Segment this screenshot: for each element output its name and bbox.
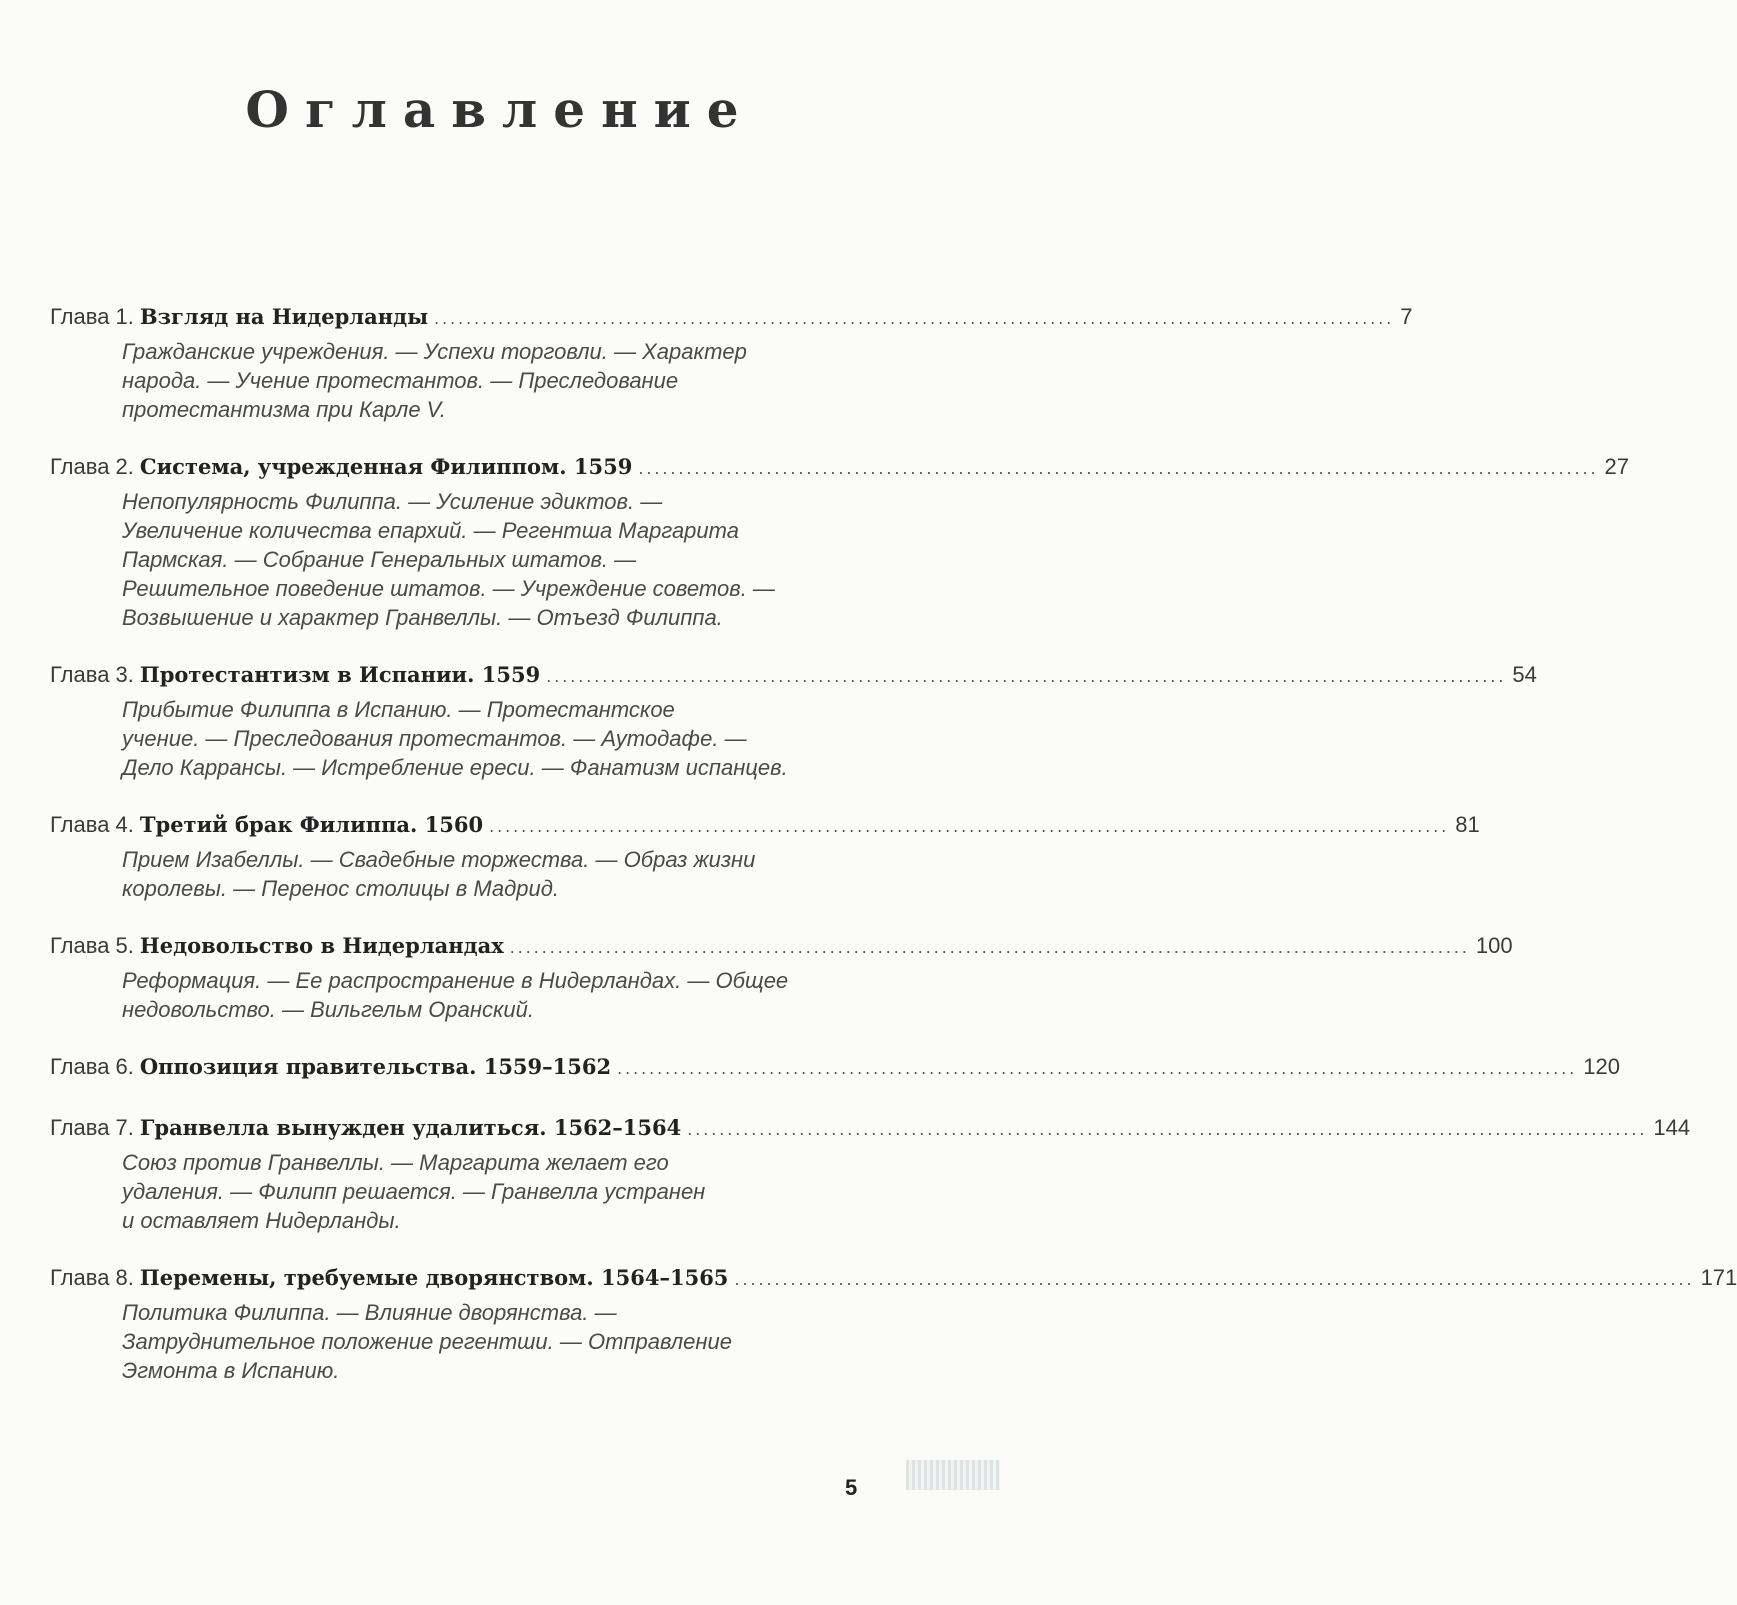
chapter-description: Реформация. — Ее распространение в Нидерландах. — Общее недовольство. — Вильгельм Оранский. [122,968,789,1022]
chapter-page-number: 171 [1700,1265,1737,1290]
chapter-page-number: 144 [1653,1115,1691,1140]
chapter-page-number: 27 [1604,454,1629,479]
dot-leader: ........................................................................................................................ [489,816,1450,836]
toc-entry [50,450,1629,632]
chapter-title: Система, учрежденная Филиппом. 1559 [139,454,633,479]
chapter-label: Глава 6. [50,1054,134,1079]
chapter-description: Гражданские учреждения. — Успехи торговли. — Характер народа. — Учение протестантов. — Преследование протестантизма при Карле V. [122,339,747,422]
chapter-title: Взгляд на Нидерланды [139,304,429,329]
chapter-title: Протестантизм в Испании. 1559 [139,662,541,687]
dot-leader: ........................................................................................................................ [617,1058,1578,1078]
toc-entry [50,658,1537,782]
chapter-description: Прибытие Филиппа в Испанию. — Протестантское учение. — Преследования протестантов. — Аутодафе. — Дело Каррансы. — Истребление ереси. — Фанатизм испанцев. [122,697,788,780]
dot-leader: ........................................................................................................................ [509,937,1470,957]
chapter-description: Политика Филиппа. — Влияние дворянства. — Затруднительное положение регентши. — Отправление Эгмонта в Испанию. [122,1300,732,1383]
toc-entry [50,808,1480,903]
toc-entry [50,300,1413,424]
page-edge-texture [906,1460,1000,1490]
toc-entry [50,1111,1691,1235]
chapter-label: Глава 7. [50,1115,134,1140]
chapter-label: Глава 8. [50,1265,134,1290]
chapter-label: Глава 5. [50,933,134,958]
chapter-label: Глава 2. [50,454,134,479]
chapter-title: Третий брак Филиппа. 1560 [139,812,484,837]
chapter-title: Гранвелла вынужден удалиться. 1562–1564 [139,1115,682,1140]
toc-entry [50,1050,1620,1085]
chapter-description: Союз против Гранвеллы. — Маргарита желает его удаления. — Филипп решается. — Гранвелла устранен и оставляет Нидерланды. [122,1150,706,1233]
page-number: 5 [845,1475,858,1500]
table-of-contents [50,300,1737,1411]
dot-leader: ........................................................................................................................ [638,458,1599,478]
chapter-title: Оппозиция правительства. 1559–1562 [139,1054,612,1079]
dot-leader: ........................................................................................................................ [546,666,1507,686]
page-title: Оглавление [245,80,755,139]
toc-entry [50,1261,1737,1385]
chapter-label: Глава 1. [50,304,134,329]
chapter-title: Недовольство в Нидерландах [139,933,504,958]
chapter-page-number: 7 [1400,304,1413,329]
chapter-page-number: 54 [1512,662,1537,687]
chapter-page-number: 100 [1475,933,1513,958]
chapter-page-number: 120 [1583,1054,1620,1079]
dot-leader: ........................................................................................................................ [434,308,1395,328]
chapter-label: Глава 3. [50,662,134,687]
chapter-description: Прием Изабеллы. — Свадебные торжества. — Образ жизни королевы. — Перенос столицы в Мадрид. [122,847,756,901]
chapter-label: Глава 4. [50,812,134,837]
toc-entry [50,929,1513,1024]
dot-leader: ........................................................................................................................ [734,1269,1695,1289]
chapter-title: Перемены, требуемые дворянством. 1564–1565 [139,1265,729,1290]
chapter-description: Непопулярность Филиппа. — Усиление эдиктов. — Увеличение количества епархий. — Регентша Маргарита Пармская. — Собрание Генеральных штатов. — Решительное поведение штатов. — Учреждение советов. — Возвышение и характер Гранвеллы. — Отъезд Филиппа. [122,489,775,630]
dot-leader: ........................................................................................................................ [687,1119,1648,1139]
chapter-page-number: 81 [1455,812,1480,837]
